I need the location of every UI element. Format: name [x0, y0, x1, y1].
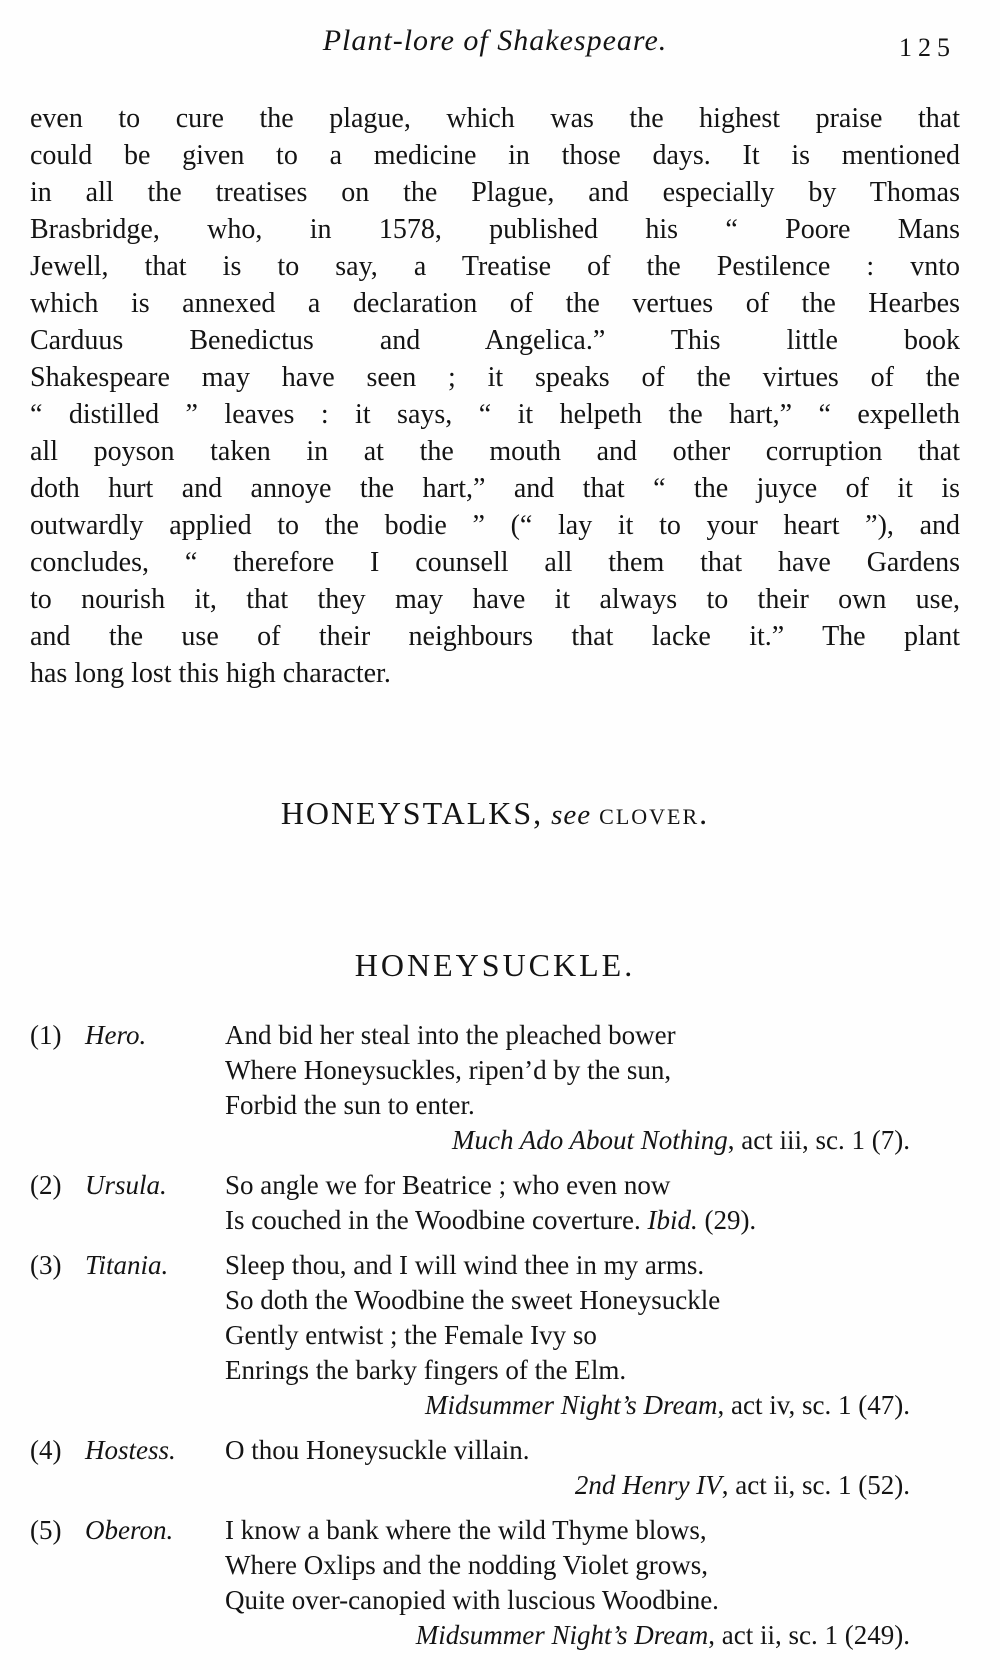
paragraph-line: Carduus Benedictus and Angelica.” This little book — [30, 325, 960, 356]
quote-line: So angle we for Beatrice ; who even now — [225, 1170, 671, 1200]
quote-line: So doth the Woodbine the sweet Honeysuckle — [225, 1285, 721, 1315]
honeystalks-heading — [30, 796, 960, 832]
quote-speaker: Hero. — [85, 1020, 147, 1050]
quote-entry — [30, 1513, 960, 1653]
citation-ref: , act iii, sc. 1 (7). — [727, 1125, 910, 1155]
quote-speaker: Ursula. — [85, 1170, 167, 1200]
citation-title: Midsummer Night’s Dream — [425, 1390, 718, 1420]
quote-line: I know a bank where the wild Thyme blows, — [225, 1515, 707, 1545]
quote-citation — [225, 1123, 960, 1158]
paragraph-line: in all the treatises on the Plague, and especially by Thomas — [30, 177, 960, 208]
quote-text — [225, 1168, 960, 1238]
quote-line: Forbid the sun to enter. — [225, 1090, 475, 1120]
quote-line: Enrings the barky fingers of the Elm. — [225, 1355, 627, 1385]
quote-citation — [225, 1618, 960, 1653]
quote-line: Is couched in the Woodbine coverture. Ibid. (29). — [225, 1205, 757, 1235]
quote-text — [225, 1018, 960, 1158]
honeystalks-heading-name: HONEYSTALKS, — [280, 795, 544, 831]
quote-text — [225, 1513, 960, 1653]
quote-line: O thou Honeysuckle villain. — [225, 1435, 530, 1465]
page-number: 125 — [899, 33, 956, 62]
paragraph-line: doth hurt and annoye the hart,” and that “ the juyce of it is — [30, 473, 960, 504]
paragraph-line: and the use of their neighbours that lacke it.” The plant — [30, 621, 960, 652]
quote-number: (1) — [30, 1020, 62, 1050]
paragraph-line: Shakespeare may have seen ; it speaks of the virtues of the — [30, 362, 960, 393]
paragraph-line: concludes, “ therefore I counsell all them that have Gardens — [30, 547, 960, 578]
paragraph-line: to nourish it, that they may have it always to their own use, — [30, 584, 960, 615]
quote-text — [225, 1433, 960, 1503]
quote-speaker: Hostess. — [85, 1435, 176, 1465]
quote-entry — [30, 1248, 960, 1423]
paragraph-line: outwardly applied to the bodie ” (“ lay it to your heart ”), and — [30, 510, 960, 541]
quote-entry — [30, 1168, 960, 1238]
quote-line: Where Honeysuckles, ripen’d by the sun, — [225, 1055, 672, 1085]
running-title: Plant-lore of Shakespeare. — [322, 24, 668, 57]
paragraph-line: could be given to a medicine in those days. It is mentioned — [30, 140, 960, 171]
paragraph-line: has long lost this high character. — [30, 658, 391, 689]
quote-citation — [225, 1388, 960, 1423]
quote-line: And bid her steal into the pleached bower — [225, 1020, 676, 1050]
quotes-list — [30, 1018, 960, 1653]
page-header — [30, 24, 960, 68]
quote-number: (3) — [30, 1250, 62, 1280]
citation-title: 2nd Henry IV — [574, 1470, 722, 1500]
citation-ref: , act ii, sc. 1 (249). — [708, 1620, 910, 1650]
citation-title: Much Ado About Nothing — [452, 1125, 728, 1155]
quote-speaker: Oberon. — [85, 1515, 174, 1545]
honeystalks-heading-see: see — [551, 799, 592, 831]
quote-number: (4) — [30, 1435, 62, 1465]
honeysuckle-heading: HONEYSUCKLE. — [354, 947, 636, 983]
paragraph-line: which is annexed a declaration of the vertues of the Hearbes — [30, 288, 960, 319]
paragraph-line: “ distilled ” leaves : it says, “ it helpeth the hart,” “ expelleth — [30, 399, 960, 430]
quote-speaker: Titania. — [85, 1250, 169, 1280]
quote-number: (2) — [30, 1170, 62, 1200]
quote-text — [225, 1248, 960, 1423]
citation-ref: , act iv, sc. 1 (47). — [717, 1390, 910, 1420]
quote-citation — [225, 1468, 960, 1503]
citation-ref: , act ii, sc. 1 (52). — [721, 1470, 910, 1500]
quote-entry — [30, 1018, 960, 1158]
paragraph-line: Brasbridge, who, in 1578, published his “ Poore Mans — [30, 214, 960, 245]
paragraph — [30, 100, 960, 692]
quote-line: Where Oxlips and the nodding Violet grows, — [225, 1550, 709, 1580]
quote-line: Gently entwist ; the Female Ivy so — [225, 1320, 597, 1350]
quote-number: (5) — [30, 1515, 62, 1545]
citation-title: Midsummer Night’s Dream — [415, 1620, 709, 1650]
honeystalks-heading-target: clover. — [599, 795, 710, 831]
paragraph-line: even to cure the plague, which was the highest praise that — [30, 103, 960, 134]
quote-line: Sleep thou, and I will wind thee in my arms. — [225, 1250, 705, 1280]
paragraph-line: all poyson taken in at the mouth and other corruption that — [30, 436, 960, 467]
quote-line: Quite over-canopied with luscious Woodbine. — [225, 1585, 719, 1615]
inline-citation-title: Ibid. — [647, 1205, 698, 1235]
inline-citation-ref: (29). — [697, 1205, 757, 1235]
paragraph-line: Jewell, that is to say, a Treatise of the Pestilence : vnto — [30, 251, 960, 282]
quote-entry — [30, 1433, 960, 1503]
